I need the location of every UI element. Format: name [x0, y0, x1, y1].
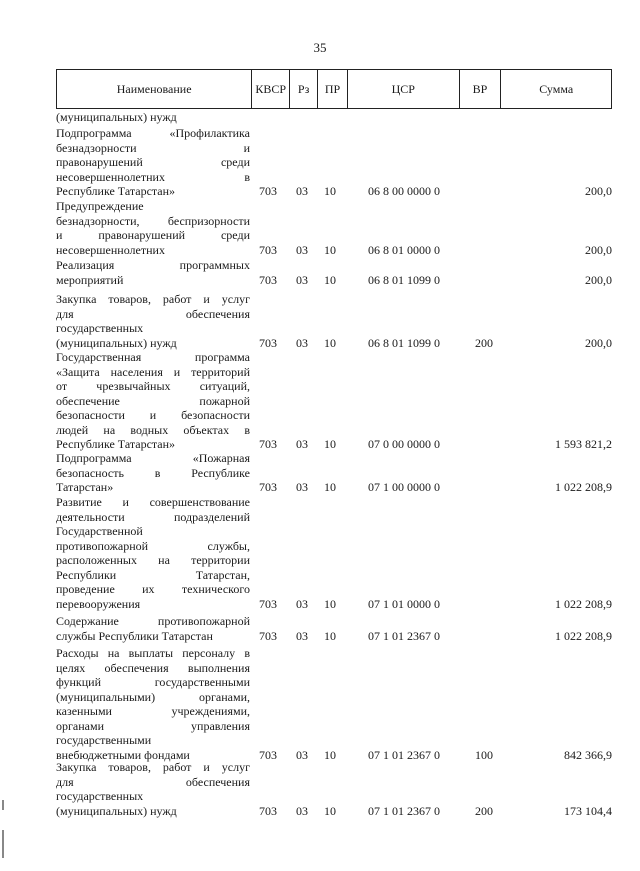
row-name-line: безопасность в Республике — [56, 465, 250, 480]
cell-pr: 10 — [324, 335, 336, 350]
row-name-line: от чрезвычайных ситуаций, — [56, 379, 250, 393]
row-name-line: людей на водных объектах в — [56, 422, 250, 437]
row-name-line: внебюджетными фондами — [56, 747, 190, 762]
cell-kvsr: 703 — [259, 242, 277, 257]
header-kvsr: КВСР — [252, 70, 290, 108]
cell-rz: 03 — [296, 437, 308, 451]
row-name-line: Республике Татарстан» — [56, 184, 176, 198]
cell-kvsr: 703 — [259, 437, 277, 451]
cell-csr: 06 8 01 1099 0 — [368, 335, 440, 350]
cell-csr: 07 0 00 0000 0 — [368, 437, 440, 451]
row-name-line: Подпрограмма «Пожарная — [56, 451, 250, 465]
cell-vr: 200 — [475, 803, 493, 818]
header-rz: Рз — [290, 70, 318, 108]
row-name-line: перевооружения — [56, 596, 141, 611]
row-name-line: для обеспечения — [56, 306, 250, 321]
cell-pr: 10 — [324, 184, 336, 198]
row-name-line: (муниципальных) нужд — [56, 803, 177, 818]
row-name-line: расположенных на территории — [56, 553, 250, 567]
cell-vr: 200 — [475, 335, 493, 350]
table-row — [56, 199, 616, 257]
cell-kvsr: 703 — [259, 803, 277, 818]
cell-pr: 10 — [324, 480, 336, 494]
cell-kvsr: 703 — [259, 335, 277, 350]
row-name-line: Закупка товаров, работ и услуг — [56, 292, 250, 306]
header-csr: ЦСР — [348, 70, 460, 108]
row-name-line: Татарстан» — [56, 480, 114, 494]
table-row — [56, 126, 616, 199]
row-name-line: Предупреждение — [56, 199, 144, 213]
row-name-line: безнадзорности и — [56, 140, 250, 155]
cell-kvsr: 703 — [259, 272, 277, 287]
cell-pr: 10 — [324, 628, 336, 643]
table-row — [56, 292, 616, 350]
row-name-line: Республики Татарстан, — [56, 567, 250, 582]
row-name-line: несовершеннолетних — [56, 242, 165, 257]
row-name — [56, 451, 250, 495]
cell-rz: 03 — [296, 596, 308, 611]
cell-kvsr: 703 — [259, 628, 277, 643]
row-name — [56, 614, 250, 643]
cell-kvsr: 703 — [259, 596, 277, 611]
row-name-line: (муниципальными) органами, — [56, 689, 250, 704]
cell-csr: 06 8 00 0000 0 — [368, 184, 440, 198]
row-name — [56, 110, 250, 125]
row-name-line: (муниципальных) нужд — [56, 110, 177, 124]
cell-sum: 200,0 — [585, 335, 612, 350]
row-name-line: органами управления — [56, 718, 250, 733]
cell-csr: 06 8 01 0000 0 — [368, 242, 440, 257]
cell-rz: 03 — [296, 184, 308, 198]
row-name-line: Развитие и совершенствование — [56, 495, 250, 509]
cell-sum: 200,0 — [585, 242, 612, 257]
row-name — [56, 646, 250, 762]
cell-rz: 03 — [296, 628, 308, 643]
scan-edge-mark — [2, 800, 4, 810]
row-name-line: функций государственными — [56, 675, 250, 689]
row-name-line: Государственной — [56, 524, 143, 538]
cell-csr: 07 1 01 0000 0 — [368, 596, 440, 611]
cell-pr: 10 — [324, 272, 336, 287]
row-name-line: обеспечение пожарной — [56, 393, 250, 408]
row-name-line: целях обеспечения выполнения — [56, 660, 250, 675]
row-name-line: Подпрограмма «Профилактика — [56, 126, 250, 140]
row-name-line: Реализация программных — [56, 258, 250, 272]
row-name-line: Государственная программа — [56, 350, 250, 364]
row-name-line: и правонарушений среди — [56, 228, 250, 242]
row-name-line: Закупка товаров, работ и услуг — [56, 760, 250, 774]
table-row — [56, 614, 616, 643]
cell-rz: 03 — [296, 272, 308, 287]
row-name — [56, 350, 250, 452]
cell-pr: 10 — [324, 803, 336, 818]
row-name-line: несовершеннолетних в — [56, 169, 250, 184]
row-name-line: для обеспечения — [56, 774, 250, 789]
table-row — [56, 451, 616, 495]
cell-rz: 03 — [296, 747, 308, 762]
row-name-line: мероприятий — [56, 272, 124, 287]
cell-csr: 06 8 01 1099 0 — [368, 272, 440, 287]
cell-csr: 07 1 01 2367 0 — [368, 803, 440, 818]
cell-sum: 200,0 — [585, 184, 612, 198]
table-row — [56, 110, 616, 125]
row-name-line: «Защита населения и территорий — [56, 364, 250, 379]
header-name: Наименование — [57, 70, 252, 108]
cell-rz: 03 — [296, 242, 308, 257]
table-row — [56, 495, 616, 611]
cell-rz: 03 — [296, 335, 308, 350]
cell-csr: 07 1 01 2367 0 — [368, 747, 440, 762]
cell-sum: 173 104,4 — [564, 803, 612, 818]
row-name-line: проведение их технического — [56, 582, 250, 596]
header-pr: ПР — [318, 70, 348, 108]
cell-sum: 1 022 208,9 — [555, 596, 612, 611]
row-name-line: службы Республики Татарстан — [56, 628, 213, 643]
row-name-line: противопожарной службы, — [56, 538, 250, 553]
header-sum: Сумма — [539, 81, 574, 96]
row-name-line: деятельности подразделений — [56, 509, 250, 524]
table-row — [56, 350, 616, 452]
table-row — [56, 646, 616, 762]
page-number: 35 — [313, 40, 327, 55]
row-name-line: (муниципальных) нужд — [56, 335, 177, 350]
cell-kvsr: 703 — [259, 184, 277, 198]
cell-sum: 1 593 821,2 — [555, 437, 612, 451]
row-name-line: Расходы на выплаты персоналу в — [56, 646, 250, 660]
row-name-line: Республике Татарстан» — [56, 437, 176, 451]
row-name — [56, 495, 250, 611]
table-row — [56, 760, 616, 818]
cell-pr: 10 — [324, 747, 336, 762]
cell-kvsr: 703 — [259, 480, 277, 494]
row-name — [56, 292, 250, 350]
scan-edge-mark — [2, 830, 4, 858]
row-name-line: безнадзорности, беспризорности — [56, 213, 250, 228]
cell-sum: 1 022 208,9 — [555, 628, 612, 643]
cell-csr: 07 1 00 0000 0 — [368, 480, 440, 494]
cell-vr: 100 — [475, 747, 493, 762]
cell-rz: 03 — [296, 803, 308, 818]
row-name — [56, 126, 250, 199]
cell-pr: 10 — [324, 437, 336, 451]
table-row — [56, 258, 616, 287]
row-name-line: Содержание противопожарной — [56, 614, 250, 628]
row-name-line: правонарушений среди — [56, 155, 250, 169]
cell-rz: 03 — [296, 480, 308, 494]
cell-csr: 07 1 01 2367 0 — [368, 628, 440, 643]
cell-sum: 200,0 — [585, 272, 612, 287]
row-name — [56, 760, 250, 818]
cell-sum: 1 022 208,9 — [555, 480, 612, 494]
row-name — [56, 199, 250, 257]
cell-pr: 10 — [324, 242, 336, 257]
row-name — [56, 258, 250, 287]
row-name-line: государственными — [56, 733, 152, 747]
cell-kvsr: 703 — [259, 747, 277, 762]
table-header — [56, 69, 612, 109]
row-name-line: безопасности и безопасности — [56, 408, 250, 422]
row-name-line: государственных — [56, 321, 144, 335]
cell-pr: 10 — [324, 596, 336, 611]
row-name-line: государственных — [56, 789, 144, 803]
header-vr: ВР — [460, 70, 502, 108]
row-name-line: казенными учреждениями, — [56, 704, 250, 718]
cell-sum: 842 366,9 — [564, 747, 612, 762]
